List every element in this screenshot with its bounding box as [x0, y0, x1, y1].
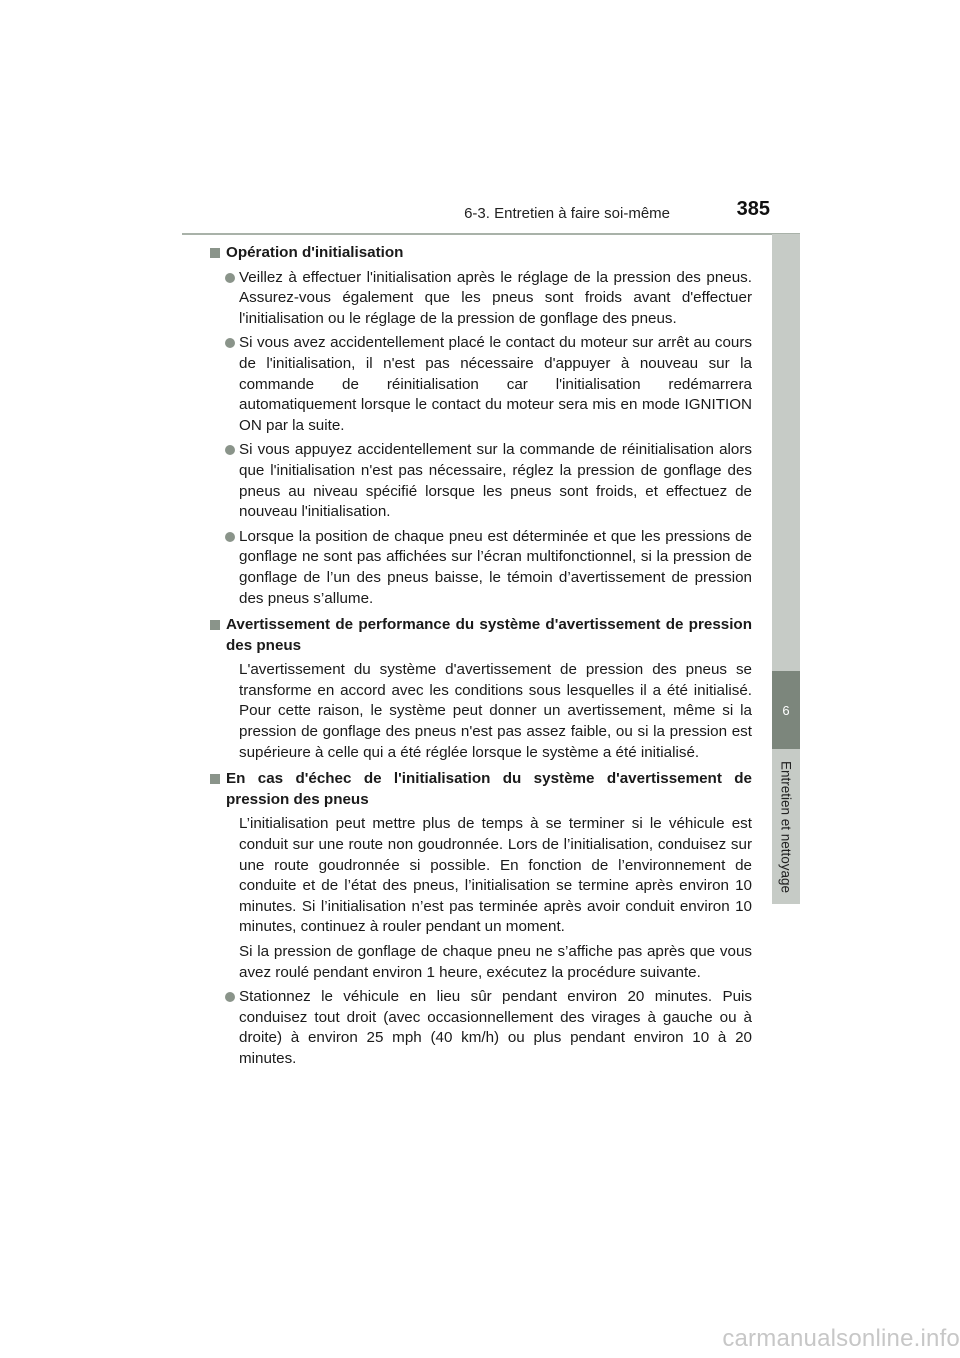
section-heading-initialization-failure: En cas d'échec de l'initialisation du système d'avertissement de pression des pneus [210, 769, 752, 810]
square-bullet-icon [210, 248, 220, 258]
side-tab-upper [772, 234, 800, 671]
section-title: 6-3. Entretien à faire soi-même [464, 205, 670, 222]
square-bullet-icon [210, 620, 220, 630]
paragraph: Si la pression de gonflage de chaque pneu ne s’affiche pas après que vous avez roulé pendant environ 1 heure, exécutez la procédure suivante. [239, 943, 752, 981]
square-bullet-icon [210, 774, 220, 784]
section-heading-performance: Avertissement de performance du système d'avertissement de pression des pneus [210, 615, 752, 656]
list-item: Si vous avez accidentellement placé le contact du moteur sur arrêt au cours de l'initialisation, il n'est pas nécessaire d'appuyer à nouveau sur la commande de réinitialisation car l'initialisation redémarrera automatiquement lorsque le contact du moteur sera mis en mode IGNITION ON par la suite. [210, 333, 752, 436]
circle-bullet-icon [225, 338, 235, 348]
chapter-number: 6 [782, 702, 790, 718]
paragraph: L’initialisation peut mettre plus de temps à se terminer si le véhicule est conduit sur une route non goudronnée. Lors de l’initialisation, conduisez sur une route goudronnée si possible. En fonction de l’environnement de conduite et de l’état des pneus, l’initialisation se termine après environ 10 minutes. Si l’initialisation n’est pas terminée après avoir conduit environ 10 minutes, continuez à rouler pendant un moment. [239, 815, 752, 936]
page-number: 385 [736, 198, 770, 220]
page-content [210, 243, 752, 1070]
list-item: Stationnez le véhicule en lieu sûr pendant environ 20 minutes. Puis conduisez tout droit (avec occasionnellement des virages à gauche ou à droite) à environ 25 mph (40 km/h) ou plus pendant environ 10 à 20 minutes. [210, 987, 752, 1069]
circle-bullet-icon [225, 992, 235, 1002]
list-item: Si vous appuyez accidentellement sur la commande de réinitialisation alors que l'initialisation n'est pas nécessaire, réglez la pression de gonflage des pneus au niveau spécifié lorsque les pneus sont froids, et effectuez de nouveau l'initialisation. [210, 440, 752, 522]
chapter-title-tab [772, 749, 800, 904]
chapter-title: Entretien et nettoyage [778, 760, 794, 893]
circle-bullet-icon [225, 445, 235, 455]
watermark-logo: carmanualsonline.info [722, 1325, 960, 1352]
chapter-number-tab [772, 671, 800, 749]
section-heading-initialization: Opération d'initialisation [210, 243, 752, 264]
circle-bullet-icon [225, 532, 235, 542]
header-divider [182, 233, 800, 235]
circle-bullet-icon [225, 273, 235, 283]
list-item: Lorsque la position de chaque pneu est déterminée et que les pressions de gonflage ne sont pas affichées sur l’écran multifonctionnel, si la pression de gonflage de l’un des pneus baisse, le témoin d’avertissement de pression des pneus s’allume. [210, 527, 752, 609]
paragraph: L'avertissement du système d'avertissement de pression des pneus se transforme en accord avec les conditions sous lesquelles il a été initialisé. Pour cette raison, le système peut donner un avertissement, même si la pression de gonflage des pneus n'est pas assez faible, ou si la pression est supérieure à celle qui a été réglée lorsque le système a été initialisé. [239, 661, 752, 761]
list-item: Veillez à effectuer l'initialisation après le réglage de la pression des pneus. Assurez-vous également que les pneus sont froids avant d'effectuer l'initialisation ou le réglage de la pression de gonflage des pneus. [210, 268, 752, 330]
